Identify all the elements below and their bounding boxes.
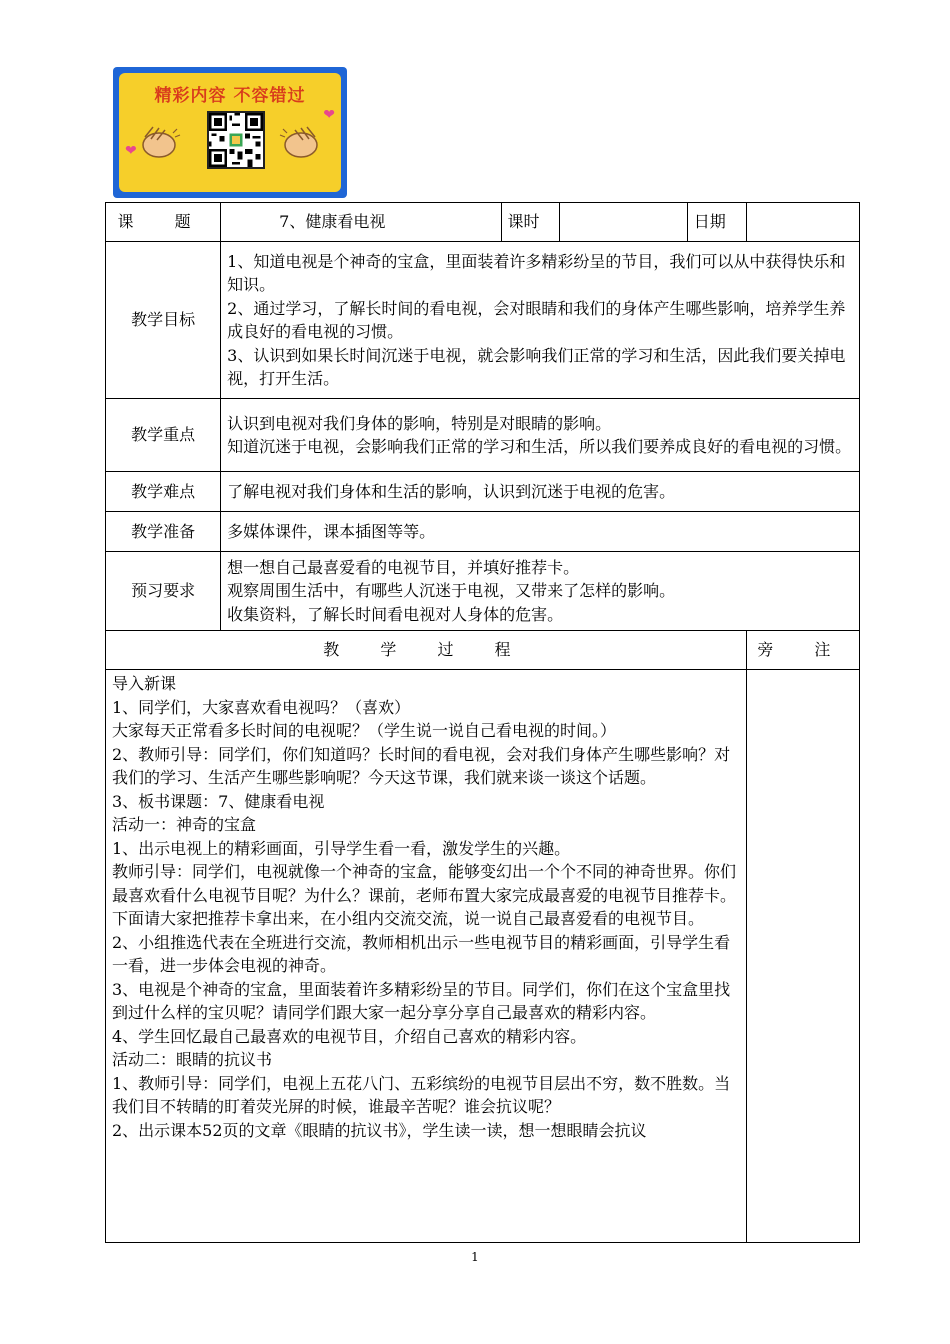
objective-item: 3、认识到如果长时间沉迷于电视，就会影响我们正常的学习和生活，因此我们要关掉电视，打开生活。 [227,345,846,388]
process-header: 教 学 过 程 [106,631,747,670]
promo-banner-panel [119,73,341,192]
period-label: 课时 [501,203,559,242]
process-line: 大家每天正常看多长时间的电视呢？（学生说一说自己看电视的时间。） [112,721,617,740]
key-points-label: 教学重点 [106,399,221,472]
process-line: 教师引导：同学们，电视就像一个神奇的宝盒，能够变幻出一个个不同的神奇世界。你们最喜欢看什么电视节目呢？为什么？课前，老师布置大家完成最喜爱的电视节目推荐卡。下面请大家把推荐卡拿出来，在小组内交流交流，说一说自己最喜爱看的电视节目。 [112,862,737,928]
process-line: 1、同学们，大家喜欢看电视吗？（喜欢） [112,697,411,717]
objective-item: 2、通过学习，了解长时间的看电视，会对眼睛和我们的身体产生哪些影响，培养学生养成良好的看电视的习惯。 [227,298,846,341]
process-line: 2、教师引导：同学们，你们知道吗？长时间的看电视，会对我们身体产生哪些影响？对我们的学习、生活产生哪些影响呢？今天这节课，我们就来谈一谈这个话题。 [112,744,731,787]
objectives-label: 教学目标 [106,242,221,399]
process-line: 导入新课 [112,674,177,693]
difficulties-label: 教学难点 [106,472,221,512]
process-line: 4、学生回忆最自己最喜欢的电视节目，介绍自己喜欢的精彩内容。 [112,1026,587,1046]
lesson-plan-table [105,202,860,1243]
objectives-row [106,242,860,399]
process-line: 2、小组推选代表在全班进行交流，教师相机出示一些电视节目的精彩画面，引导学生看一看，进一步体会电视的神奇。 [112,932,731,975]
preview-label: 预习要求 [106,552,221,631]
key-point-item: 知道沉迷于电视，会影响我们正常的学习和生活，所以我们要养成良好的看电视的习惯。 [227,437,852,456]
process-line: 1、出示电视上的精彩画面，引导学生看一看，激发学生的兴趣。 [112,838,571,858]
difficulties-content: 了解电视对我们身体和生活的影响，认识到沉迷于电视的危害。 [221,472,860,512]
preview-item: 收集资料，了解长时间看电视对人身体的危害。 [227,604,564,624]
topic-label: 课 题 [106,203,221,242]
notes-content[interactable] [746,670,859,1243]
process-line: 2、出示课本52页的文章《眼睛的抗议书》，学生读一读，想一想眼睛会抗议 [112,1120,647,1140]
process-content [106,670,747,1243]
qr-code-icon[interactable] [207,111,265,169]
notes-header: 旁 注 [746,631,859,670]
process-header-row [106,631,860,670]
preview-row [106,552,860,631]
process-line: 活动一：神奇的宝盒 [112,815,257,834]
process-row [106,670,860,1243]
date-value[interactable] [746,203,859,242]
key-points-row [106,399,860,472]
date-label: 日期 [687,203,746,242]
preparation-content: 多媒体课件，课本插图等等。 [221,512,860,552]
clapping-hands-icon [139,123,185,161]
objectives-content [221,242,860,399]
objective-item: 1、知道电视是个神奇的宝盒，里面装着许多精彩纷呈的节目，我们可以从中获得快乐和知识。 [227,251,846,294]
promo-banner-title: 精彩内容 不容错过 [154,86,306,106]
process-line: 活动二：眼睛的抗议书 [112,1050,273,1069]
preview-item: 观察周围生活中，有哪些人沉迷于电视，又带来了怎样的影响。 [227,581,676,601]
process-line: 3、板书课题：7、健康看电视 [112,791,325,811]
difficulties-row [106,472,860,512]
promo-banner[interactable] [113,67,347,198]
heart-icon: ❤ [323,107,335,123]
process-line: 3、电视是个神奇的宝盒，里面装着许多精彩纷呈的节目。同学们，你们在这个宝盒里找到过什么样的宝贝呢？请同学们跟大家一起分享分享自己最喜欢的精彩内容。 [112,979,731,1022]
preparation-label: 教学准备 [106,512,221,552]
page-number: 1 [471,1250,479,1264]
heart-icon: ❤ [125,143,137,159]
key-point-item: 认识到电视对我们身体的影响，特别是对眼睛的影响。 [227,413,612,433]
key-points-content [221,399,860,472]
clapping-hands-icon [275,123,321,161]
header-row [106,203,860,242]
topic-value: 7、健康看电视 [221,203,501,242]
period-value[interactable] [559,203,687,242]
process-line: 1、教师引导：同学们，电视上五花八门、五彩缤纷的电视节目层出不穷，数不胜数。当我们目不转睛的盯着荧光屏的时候，谁最辛苦呢？谁会抗议呢？ [112,1073,731,1116]
preview-item: 想一想自己最喜爱看的电视节目，并填好推荐卡。 [227,557,580,577]
preparation-row [106,512,860,552]
preview-content [221,552,860,631]
